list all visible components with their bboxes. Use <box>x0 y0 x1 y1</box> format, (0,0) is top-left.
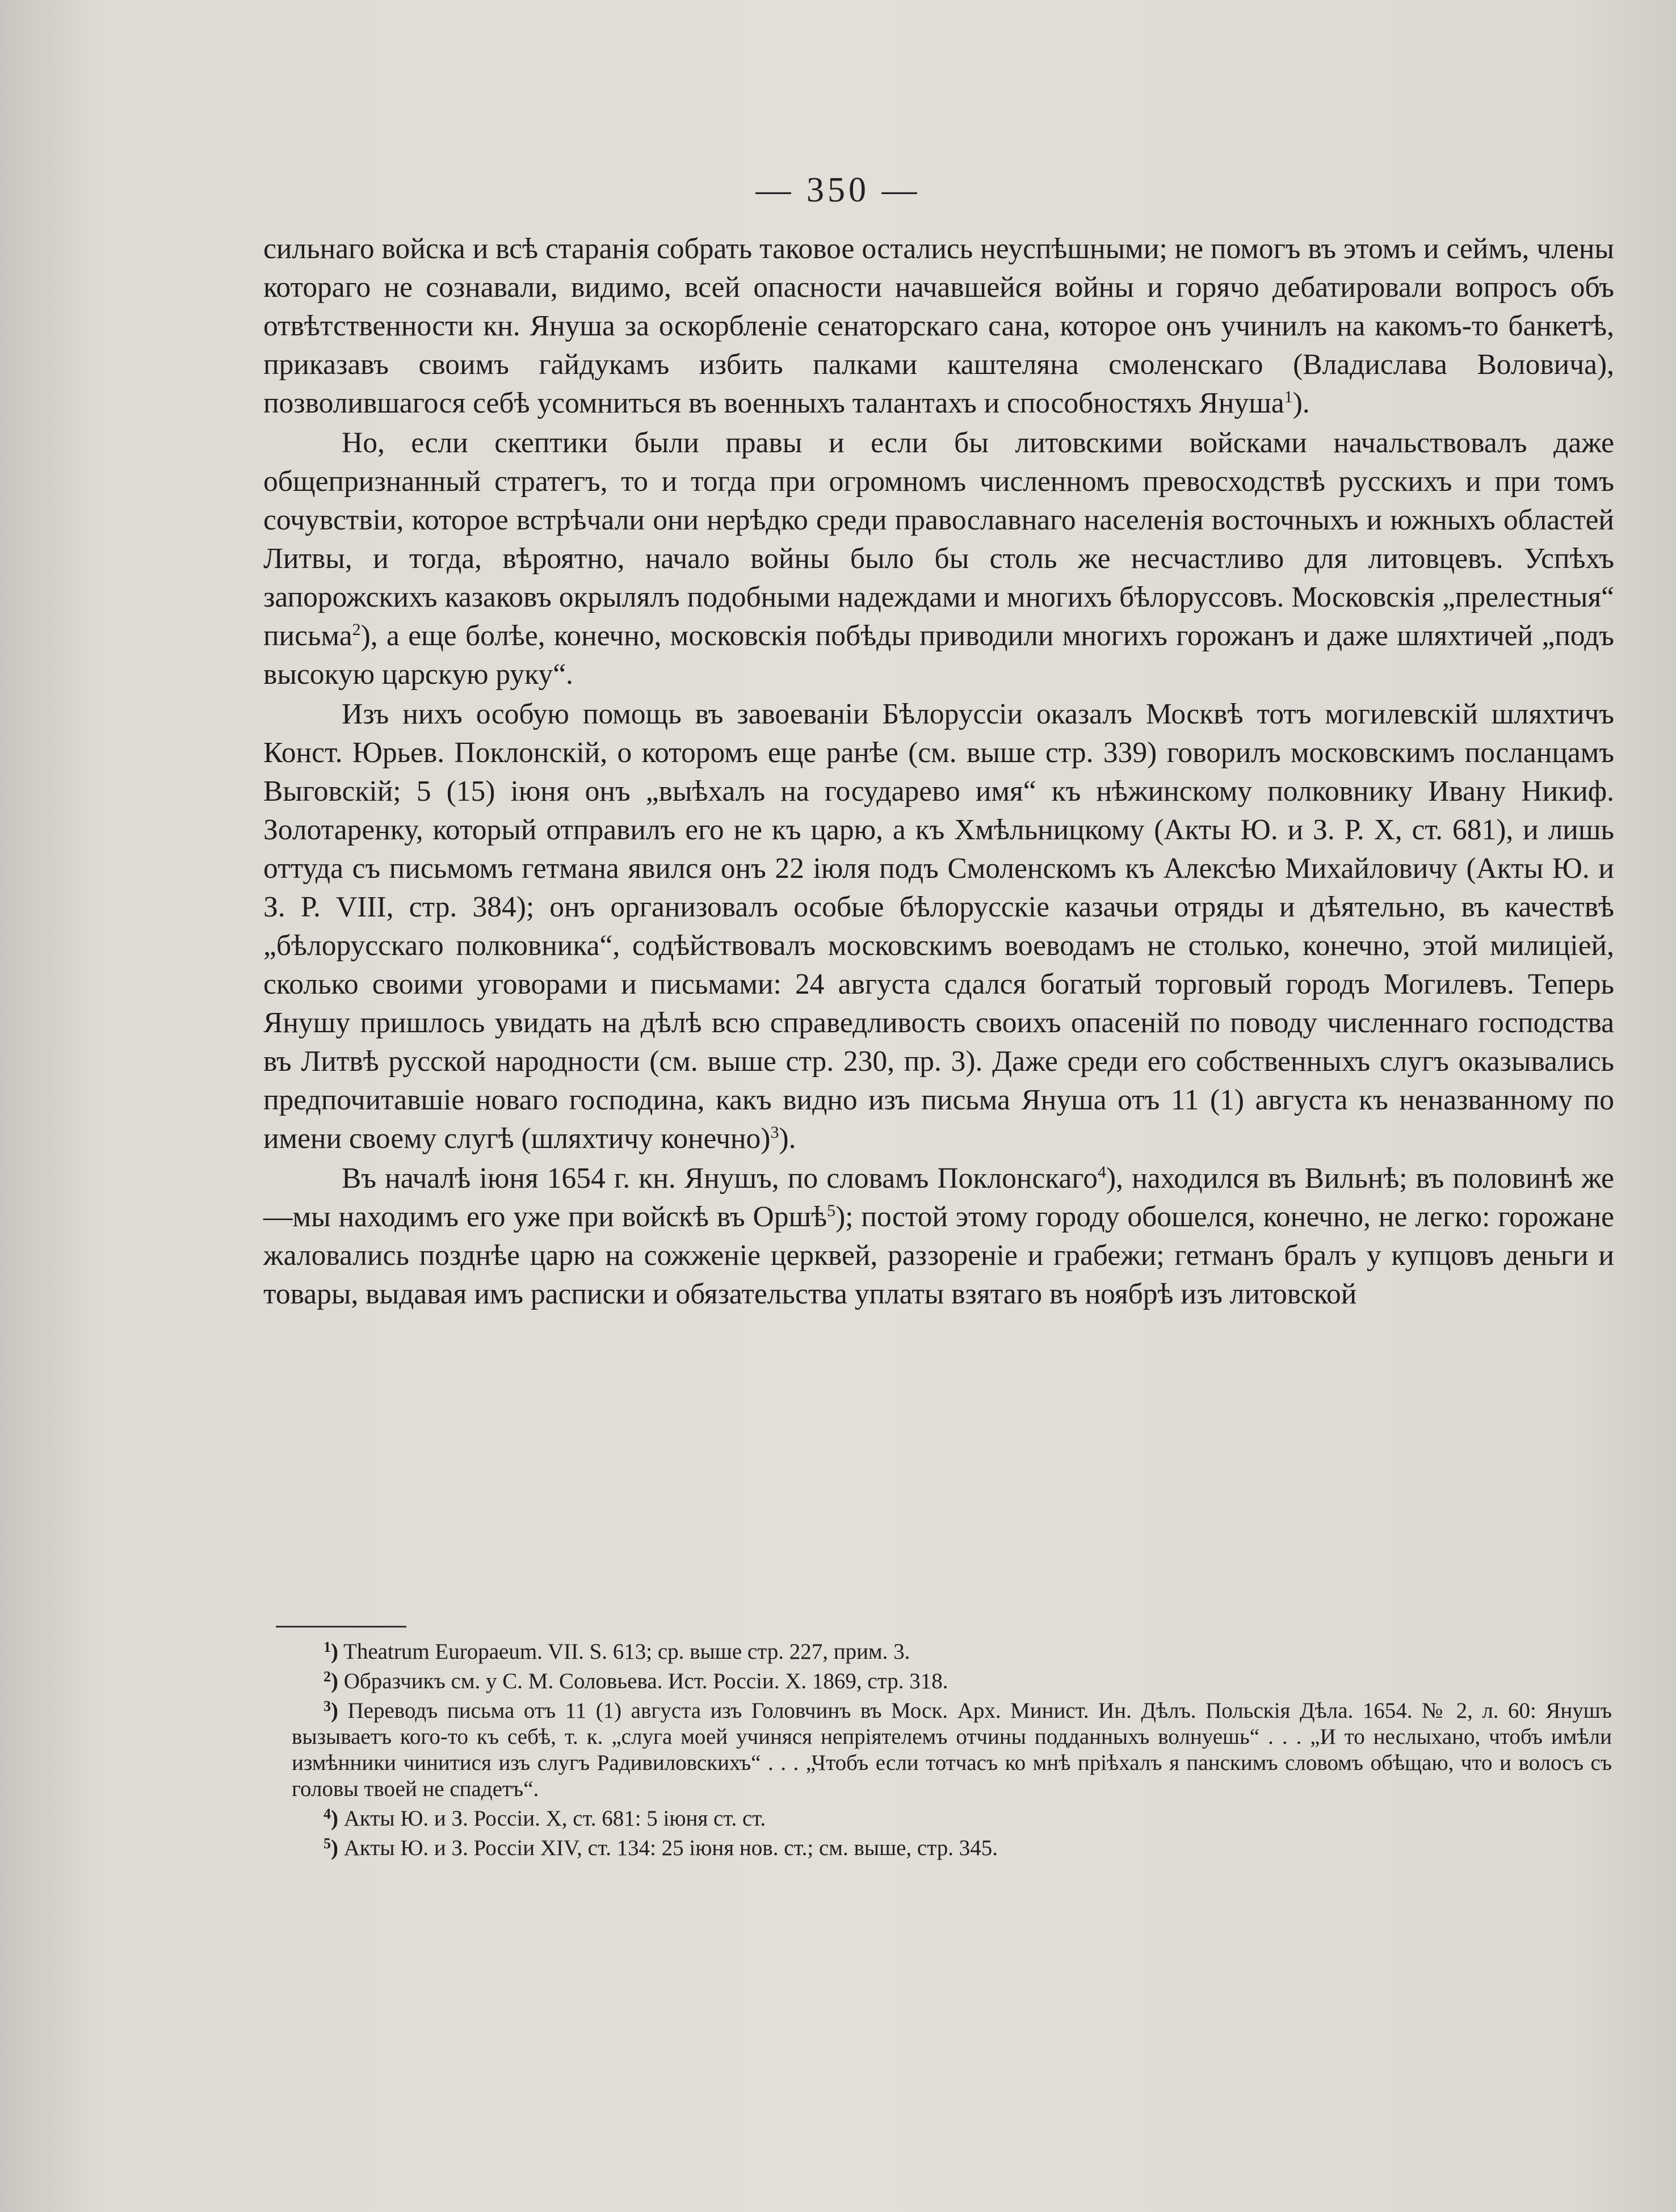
paragraph-4: Въ началѣ іюня 1654 г. кн. Янушъ, по словамъ Поклонскаго$^4$), находился въ Вильнѣ; въ половинѣ же—мы находимъ его уже при войскѣ въ Оршѣ$^5$); постой этому городу обошелся, конечно, не легко: горожане жаловались позднѣе царю на сожженіе церквей, раззореніе и грабежи; гетманъ бралъ у купцовъ деньги и товары, выдавая имъ расписки и обязательства уплаты взятаго въ ноябрѣ изъ литовской <box>263 1162 1614 1310</box>
footnote-separator <box>276 1626 406 1628</box>
page-number: — 350 — <box>755 171 921 209</box>
footnote-3: $^3$) Переводъ письма отъ 11 (1) августа изъ Головчинъ въ Моск. Арх. Минист. Ин. Дѣлъ. Польскія Дѣла. 1654. № 2, л. 60: Янушъ вызываетъ кого-то къ себѣ, т. к. „слуга моей учиняся непріятелемъ отчины подданныхъ волнуешь“ . . . „И то неслыхано, чтобъ имѣли измѣнники чинитися изъ слугъ Радивиловскихъ“ . . . „Чтобъ если тотчасъ ко мнѣ пріѣхалъ я панскимъ словомъ обѣщаю, что и волосъ съ головы твоей не спадетъ“. <box>292 1698 1612 1801</box>
footnote-ref-4: 4 <box>1098 1163 1107 1181</box>
footnote-ref-1: 1 <box>1284 388 1293 406</box>
footnotes <box>292 1639 1612 1861</box>
body-text <box>263 230 1614 1314</box>
paragraph-1: сильнаго войска и всѣ старанія собрать таковое остались неуспѣшными; не помогъ въ этомъ и сеймъ, члены котораго не сознавали, видимо, всей опасности начавшейся войны и горячо дебатировали вопросъ объ отвѣтственности кн. Януша за оскорбленіе сенаторскаго сана, которое онъ учинилъ на какомъ-то банкетѣ, приказавъ своимъ гайдукамъ избить палками каштеляна смоленскаго (Владислава Воловича), позволившагося себѣ усомниться въ военныхъ талантахъ и способностяхъ Януша$^1$). <box>263 233 1614 419</box>
footnote-2: $^2$) Образчикъ см. у С. М. Соловьева. Ист. Россіи. Х. 1869, стр. 318. <box>324 1668 948 1693</box>
footnote-1: $^1$) Theatrum Europaeum. VII. S. 613; ср. выше стр. 227, прим. 3. <box>324 1639 910 1664</box>
footnote-ref-3: 3 <box>770 1123 779 1142</box>
paragraph-2: Но, если скептики были правы и если бы литовскими войсками начальствовалъ даже общепризнанный стратегъ, то и тогда при огромномъ численномъ превосходствѣ русскихъ и при томъ сочувствіи, которое встрѣчали они нерѣдко среди православнаго населенія восточныхъ и южныхъ областей Литвы, и тогда, вѣроятно, начало войны было бы столь же несчастливо для литовцевъ. Успѣхъ запорожскихъ казаковъ окрылялъ подобными надеждами и многихъ бѣлоруссовъ. Московскія „прелестныя“ письма$^2$), а еще болѣе, конечно, московскія побѣды приводили многихъ горожанъ и даже шляхтичей „подъ высокую царскую руку“. <box>263 427 1614 691</box>
footnote-ref-5: 5 <box>827 1201 836 1220</box>
footnote-ref-2: 2 <box>352 620 361 639</box>
footnote-5: $^5$) Акты Ю. и З. Россіи XIV, ст. 134: 25 іюня нов. ст.; см. выше, стр. 345. <box>324 1835 998 1860</box>
paragraph-3: Изъ нихъ особую помощь въ завоеваніи Бѣлоруссіи оказалъ Москвѣ тотъ могилевскій шляхтичъ Конст. Юрьев. Поклонскій, о которомъ еще ранѣе (см. выше стр. 339) говорилъ московскимъ посланцамъ Выговскій; 5 (15) іюня онъ „выѣхалъ на государево имя“ къ нѣжинскому полковнику Ивану Никиф. Золотаренку, который отправилъ его не къ царю, а къ Хмѣльницкому (Акты Ю. и З. Р. Х, ст. 681), и лишь оттуда съ письмомъ гетмана явился онъ 22 іюля подъ Смоленскомъ къ Алексѣю Михайловичу (Акты Ю. и З. Р. VIII, стр. 384); онъ организовалъ особые бѣлорусскіе казачьи отряды и дѣятельно, въ качествѣ „бѣлорусскаго полковника“, содѣйствовалъ московскимъ воеводамъ не столько, конечно, этой милиціей, сколько своими уговорами и письмами: 24 августа сдался богатый торговый городъ Могилевъ. Теперь Янушу пришлось увидать на дѣлѣ всю справедливость своихъ опасеній по поводу численнаго господства въ Литвѣ русской народности (см. выше стр. 230, пр. 3). Даже среди его собственныхъ слугъ оказывались предпочитавшіе новаго господина, какъ видно изъ письма Януша отъ 11 (1) августа къ неназванному по имени своему слугѣ (шляхтичу конечно)$^3$). <box>263 698 1614 1155</box>
footnote-4: $^4$) Акты Ю. и З. Россіи. Х, ст. 681: 5 іюня ст. ст. <box>324 1806 766 1831</box>
